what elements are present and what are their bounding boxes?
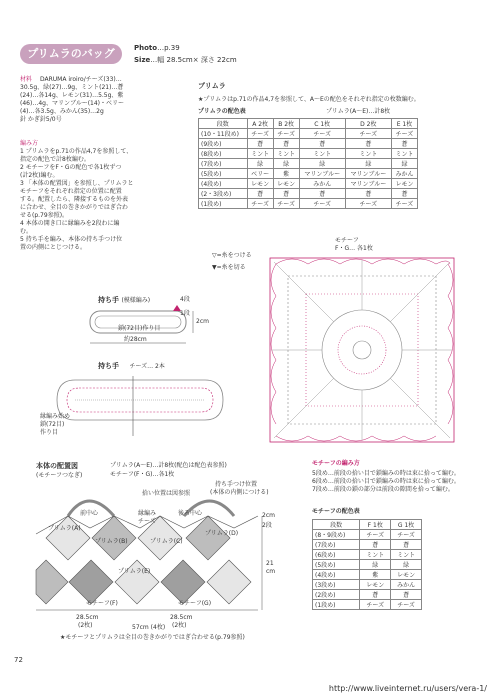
layout-label-pD: プリムラ(D)	[205, 530, 239, 537]
legend-cut-label: =糸を切る	[216, 264, 246, 271]
triangle-outline-icon: ▽	[212, 252, 217, 259]
photo-value: …p.39	[157, 44, 180, 52]
table-cell: 蒼	[360, 540, 391, 550]
handle1-row-1: 1段	[180, 310, 190, 317]
materials-heading: 材料	[20, 76, 33, 83]
table-cell: レモン	[391, 570, 422, 580]
table-cell: チーズ	[247, 199, 273, 209]
table-cell: ミント	[360, 550, 391, 560]
layout-label-back: 後ろ中心	[178, 510, 203, 517]
table-header: 段数	[199, 119, 248, 129]
layout-width-right-sub: (2枚)	[172, 622, 187, 629]
triangle-filled-icon: ▼	[212, 264, 217, 271]
table-cell: チーズ	[273, 129, 299, 139]
table-cell: 蒼	[273, 189, 299, 199]
handle2-label-start: 縁編み始め	[40, 413, 71, 420]
motif-subtitle: F・G… 各1枚	[335, 245, 373, 252]
handle1-title-text: 持ち手	[98, 296, 119, 304]
layout-diagram	[30, 480, 270, 630]
motif-method-line: 5段め…前段の拾い目で鎖編みの時は束に拾って編む。	[312, 470, 460, 477]
table-cell: マリンブルー	[345, 179, 391, 189]
table-cell: 蒼	[391, 139, 417, 149]
layout-width-left-sub: (2枚)	[78, 622, 93, 629]
layout-handle-position-note: (本体の内側につける)	[210, 489, 269, 496]
legend-cut	[212, 264, 246, 272]
table-row	[199, 139, 418, 149]
table-cell: (7段め)	[199, 159, 248, 169]
table-row	[313, 570, 422, 580]
layout-width-right: 28.5cm	[170, 614, 193, 621]
materials-line: (46)…4g、マリンブルー(14)・ベリー	[20, 100, 125, 107]
table-cell: (7段め)	[313, 540, 360, 550]
table-cell: チーズ	[360, 530, 391, 540]
primula-table-caption: プリムラの配色表	[198, 108, 246, 115]
method-line: 指定の配色で計8枚編む。	[20, 156, 90, 163]
handle2-label-chain: 鎖(72目)	[40, 421, 65, 428]
table-cell: 蒼	[247, 189, 273, 199]
table-row	[313, 600, 422, 610]
motif-method-heading: モチーフの編み方	[312, 460, 360, 467]
table-cell: チーズ	[391, 600, 422, 610]
table-row	[199, 159, 418, 169]
table-cell: (8・9段め)	[313, 530, 360, 540]
table-cell: 緑	[345, 159, 391, 169]
table-row	[313, 560, 422, 570]
table-cell: (3段め)	[313, 580, 360, 590]
table-header: F 1枚	[360, 520, 391, 530]
table-row	[313, 540, 422, 550]
table-cell: 緑	[391, 560, 422, 570]
table-cell: 紫	[273, 169, 299, 179]
layout-label-height: 21	[266, 560, 274, 567]
layout-label-edge-color: チーズ	[138, 518, 156, 525]
materials-line: (24)…各14g、レモン(31)…5.5g、紫	[20, 92, 124, 99]
table-cell: ベリー	[247, 169, 273, 179]
motif-method-block	[312, 470, 488, 494]
photo-label: Photo	[134, 44, 158, 52]
materials-line: DARUMA iroiro/チーズ(33)…	[40, 76, 122, 83]
layout-label-pB: プリムラ(B)	[95, 538, 128, 545]
table-cell: 蒼	[391, 189, 417, 199]
primula-table-caption-right: プリムラ(A〜E)…計8枚	[326, 108, 391, 115]
table-cell: (9段め)	[199, 139, 248, 149]
table-cell: (8段め)	[199, 149, 248, 159]
table-cell: チーズ	[345, 199, 391, 209]
table-cell: 緑	[360, 560, 391, 570]
handle1-height: 2cm	[196, 318, 209, 325]
table-cell: マリンブルー	[345, 169, 391, 179]
motif-spokes	[272, 260, 452, 440]
table-cell: ミント	[247, 149, 273, 159]
table-cell: レモン	[273, 179, 299, 189]
table-cell: (2・3段め)	[199, 189, 248, 199]
handle2-title-text: 持ち手	[98, 362, 119, 370]
table-cell: 蒼	[247, 139, 273, 149]
layout-width-left: 28.5cm	[76, 614, 99, 621]
table-cell: 蒼	[391, 540, 422, 550]
layout-pick-note: 拾い位置は図参照	[142, 490, 191, 497]
table-row	[199, 169, 418, 179]
table-row	[199, 129, 418, 139]
handle2-chart	[55, 370, 225, 440]
table-cell: 緑	[273, 159, 299, 169]
method-line: する。配置したら、隣接するものを外表	[20, 196, 129, 203]
method-line: 1 プリムラをp.71の作品4,7を参照して、	[20, 148, 133, 155]
method-line: む。	[20, 228, 33, 235]
primula-note: ★プリムラはp.71の作品4,7を参照して、A〜Eの配色をそれぞれ指定の枚数編む。	[198, 96, 420, 103]
layout-note-motif: モチーフ(F・G)…各1枚	[110, 471, 175, 478]
motif-title: モチーフ	[335, 237, 359, 244]
table-header: 段数	[313, 520, 360, 530]
materials-block	[20, 76, 160, 124]
method-line: 5 持ち手を編み、本体の持ち手つけ位	[20, 236, 123, 243]
motif-method-line: 6段め…前段の拾い目で鎖編みの時は束に拾って編む。	[312, 478, 460, 485]
watermark-url	[0, 684, 495, 699]
watermark-text: http://www.liveinternet.ru/users/vera-1/	[328, 684, 487, 693]
table-cell: 蒼	[345, 139, 391, 149]
table-cell: ミント	[391, 550, 422, 560]
legend-attach	[212, 252, 252, 260]
table-row	[199, 199, 418, 209]
legend-attach-label: =糸をつける	[216, 252, 252, 259]
layout-note-primula: プリムラ(A〜E)…計8枚(配色は配色表参照)	[110, 462, 227, 469]
method-line: 3 「本体の配置図」を参照し、プリムラと	[20, 180, 134, 187]
method-line: 4 本体の開き口に縁編みを2段わに編	[20, 220, 120, 227]
method-heading: 編み方	[20, 140, 39, 147]
table-header: E 1枚	[391, 119, 417, 129]
handle2-sub: チーズ… 2本	[129, 363, 165, 370]
page-number: 72	[14, 656, 23, 664]
materials-line: 30.5g、緑(27)…9g、ミント(21)…蒼	[20, 84, 124, 91]
table-header: B 2枚	[273, 119, 299, 129]
table-cell: 蒼	[391, 590, 422, 600]
motif-ring-0	[338, 326, 386, 374]
table-header: C 1枚	[299, 119, 345, 129]
handle1-title	[98, 296, 150, 305]
table-row	[199, 189, 418, 199]
table-cell: チーズ	[345, 129, 391, 139]
layout-label-front: 前中心	[80, 510, 99, 517]
table-cell: 蒼	[299, 139, 345, 149]
table-cell: ミント	[345, 149, 391, 159]
table-cell: 蒼	[345, 189, 391, 199]
table-cell: (2段め)	[313, 590, 360, 600]
layout-label-cm2: 2cm	[262, 512, 275, 519]
handle1-sub: (模様編み)	[121, 297, 151, 304]
table-cell: 蒼	[299, 189, 345, 199]
table-cell: チーズ	[391, 199, 417, 209]
photo-ref	[134, 44, 180, 53]
table-cell: チーズ	[299, 199, 345, 209]
layout-width-total: 57cm (4枚)	[132, 624, 166, 631]
table-row	[199, 149, 418, 159]
table-cell: チーズ	[360, 600, 391, 610]
method-line: せる(p.79参照)。	[20, 212, 69, 219]
size-value: …幅 28.5cm× 深さ 22cm	[150, 56, 237, 64]
table-cell: チーズ	[273, 199, 299, 209]
table-cell: みかん	[391, 169, 417, 179]
size-ref	[134, 56, 237, 65]
table-cell: (4段め)	[313, 570, 360, 580]
table-cell: レモン	[247, 179, 273, 189]
primula-color-table	[198, 118, 418, 209]
table-header: D 2枚	[345, 119, 391, 129]
footer-note: ★モチーフとプリムラは全目の巻きかがりではぎ合わせる(p.79参照)	[60, 634, 245, 641]
table-cell: (5段め)	[313, 560, 360, 570]
handle2-label-foundation: 作り目	[40, 429, 59, 436]
table-cell: みかん	[299, 179, 345, 189]
method-line: モチーフをそれぞれ指定の位置に配置	[20, 188, 122, 195]
table-header-row	[199, 119, 418, 129]
layout-label-mF: モチーフ(F)	[86, 600, 118, 607]
primula-title: プリムラ	[198, 82, 226, 90]
table-row	[313, 530, 422, 540]
table-cell: チーズ	[391, 129, 417, 139]
method-block	[20, 140, 170, 252]
motif-chart-diagram	[262, 250, 462, 450]
motif-method-line: 7段め…前段の鎖の部分は前段の隙間を拾って編む。	[312, 486, 454, 493]
table-cell: 緑	[391, 159, 417, 169]
table-header: G 1枚	[391, 520, 422, 530]
handle1-length: 約28cm	[124, 336, 147, 343]
handle1-stitches: 鎖(72目)作り目	[118, 325, 161, 332]
table-cell: マリンブルー	[299, 169, 345, 179]
layout-label-pC: プリムラ(C)	[150, 538, 183, 545]
method-line: 置の内側にとじつける。	[20, 244, 87, 251]
table-cell: レモン	[391, 179, 417, 189]
handle1-row-4: 4段	[180, 296, 190, 303]
size-label: Size	[134, 56, 151, 64]
layout-subtitle: (モチーフつなぎ)	[36, 472, 83, 479]
table-cell: 蒼	[360, 590, 391, 600]
motif-table-caption: モチーフの配色表	[312, 508, 360, 515]
table-cell: (6段め)	[313, 550, 360, 560]
table-cell: 緑	[299, 159, 345, 169]
layout-label-rows2: 2段	[262, 522, 272, 529]
materials-line: (4)…各3.5g、みかん(35)…2g	[20, 108, 104, 115]
table-cell: ミント	[299, 149, 345, 159]
layout-label-height-unit: cm	[266, 568, 276, 575]
table-cell: 蒼	[273, 139, 299, 149]
table-header: A 2枚	[247, 119, 273, 129]
layout-label-pE: プリムラ(E)	[118, 568, 151, 575]
page-title: プリムラのバッグ	[20, 44, 122, 64]
table-row	[313, 590, 422, 600]
method-line: に合わせ、全目の巻きかがりではぎ合わ	[20, 204, 128, 211]
table-cell: ミント	[391, 149, 417, 159]
motif-color-table	[312, 519, 422, 610]
table-cell: (10・11段め)	[199, 129, 248, 139]
motif-center	[353, 341, 371, 359]
layout-title: 本体の配置図	[36, 462, 78, 470]
method-line: 2 モチーフをF・Gの配色で各1枚ずつ	[20, 164, 122, 171]
table-row	[313, 550, 422, 560]
method-line: (計2枚)編む。	[20, 172, 59, 179]
table-cell: みかん	[391, 580, 422, 590]
table-cell: (4段め)	[199, 179, 248, 189]
table-row	[313, 580, 422, 590]
table-cell: チーズ	[247, 129, 273, 139]
table-cell: チーズ	[391, 530, 422, 540]
table-cell: チーズ	[299, 129, 345, 139]
table-cell: (1段め)	[313, 600, 360, 610]
table-cell: (5段め)	[199, 169, 248, 179]
table-cell: ミント	[273, 149, 299, 159]
layout-handle-position: 持ち手つけ位置	[215, 481, 258, 488]
table-header-row	[313, 520, 422, 530]
table-cell: 緑	[247, 159, 273, 169]
layout-label-mG: モチーフ(G)	[178, 600, 212, 607]
table-row	[199, 179, 418, 189]
table-cell: 紫	[360, 570, 391, 580]
table-cell: (1段め)	[199, 199, 248, 209]
materials-line: 針 かぎ針5/0号	[20, 116, 62, 123]
layout-label-pA: プリムラ(A)	[48, 525, 81, 532]
table-cell: レモン	[360, 580, 391, 590]
layout-label-edge: 縁編み	[138, 510, 157, 517]
